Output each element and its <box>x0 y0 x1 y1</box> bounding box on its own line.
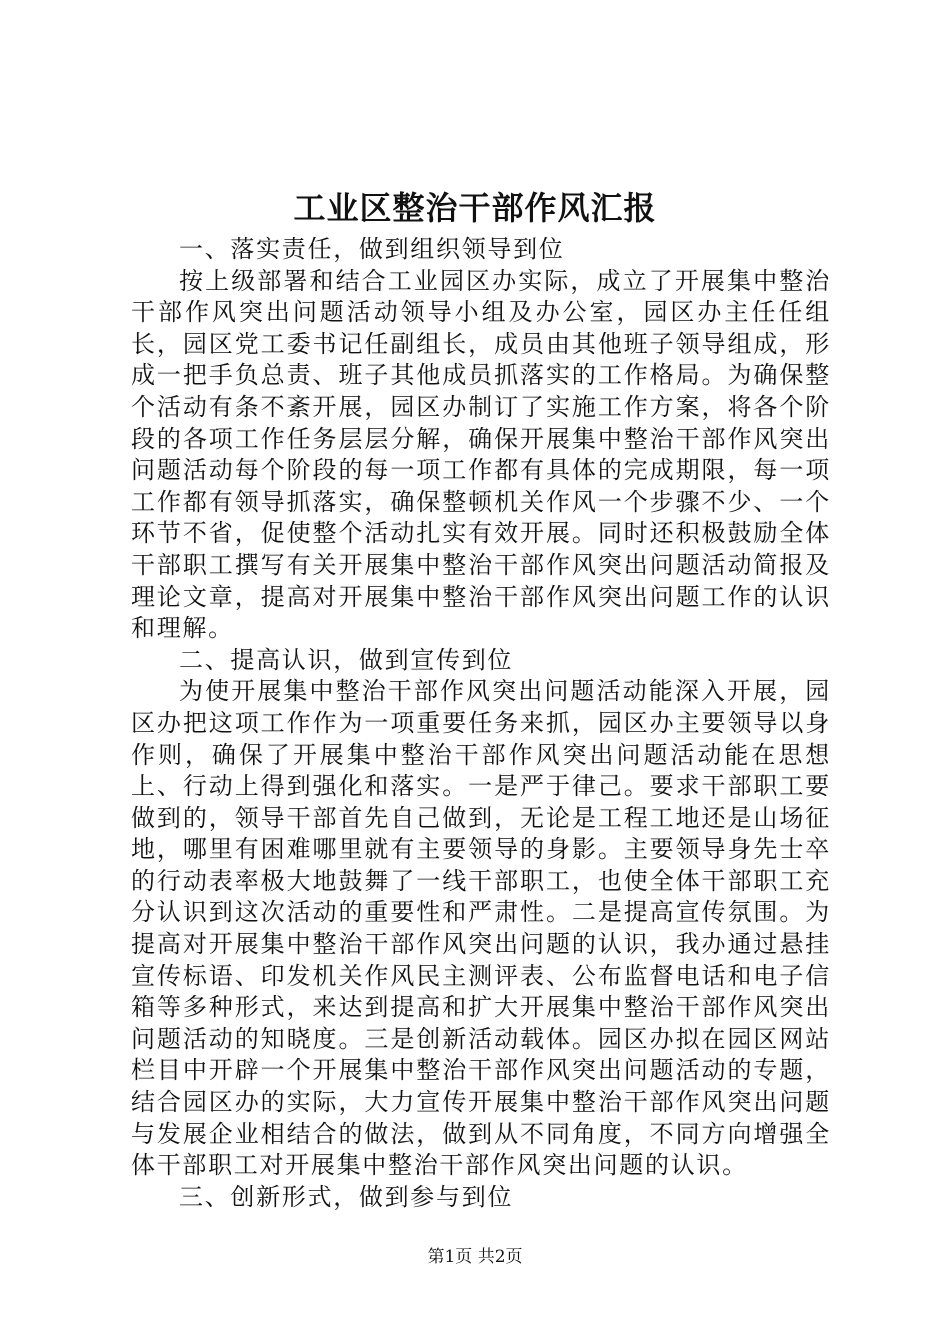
page-number-footer: 第1页 共2页 <box>427 1247 523 1267</box>
document-body <box>131 234 831 1213</box>
section-1-paragraph: 按上级部署和结合工业园区办实际，成立了开展集中整治干部作风突出问题活动领导小组及办公室，园区办主任任组长，园区党工委书记任副组长，成员由其他班子领导组成，形成一把手负总责、班子其他成员抓落实的工作格局。为确保整个活动有条不紊开展，园区办制订了实施工作方案，将各个阶段的各项工作任务层层分解，确保开展集中整治干部作风突出问题活动每个阶段的每一项工作都有具体的完成期限，每一项工作都有领导抓落实，确保整顿机关作风一个步骤不少、一个环节不省，促使整个活动扎实有效开展。同时还积极鼓励全体干部职工撰写有关开展集中整治干部作风突出问题活动简报及理论文章，提高对开展集中整治干部作风突出问题工作的认识和理解。 <box>131 266 831 643</box>
section-2-heading: 二、提高认识，做到宣传到位 <box>179 645 514 674</box>
section-3-heading: 三、创新形式，做到参与到位 <box>179 1182 514 1211</box>
section-2-paragraph: 为使开展集中整治干部作风突出问题活动能深入开展，园区办把这项工作作为一项重要任务来抓，园区办主要领导以身作则，确保了开展集中整治干部作风突出问题活动能在思想上、行动上得到强化和落实。一是严于律己。要求干部职工要做到的，领导干部首先自己做到，无论是工程工地还是山场征地，哪里有困难哪里就有主要领导的身影。主要领导身先士卒的行动表率极大地鼓舞了一线干部职工，也使全体干部职工充分认识到这次活动的重要性和严肃性。二是提高宣传氛围。为提高对开展集中整治干部作风突出问题的认识，我办通过悬挂宣传标语、印发机关作风民主测评表、公布监督电话和电子信箱等多种形式，来达到提高和扩大开展集中整治干部作风突出问题活动的知晓度。三是创新活动载体。园区办拟在园区网站栏目中开辟一个开展集中整治干部作风突出问题活动的专题，结合园区办的实际，大力宣传开展集中整治干部作风突出问题与发展企业相结合的做法，做到从不同角度，不同方向增强全体干部职工对开展集中整治干部作风突出问题的认识。 <box>131 677 831 1180</box>
document-title: 工业区整治干部作风汇报 <box>293 189 657 227</box>
section-1-heading: 一、落实责任，做到组织领导到位 <box>179 235 565 263</box>
